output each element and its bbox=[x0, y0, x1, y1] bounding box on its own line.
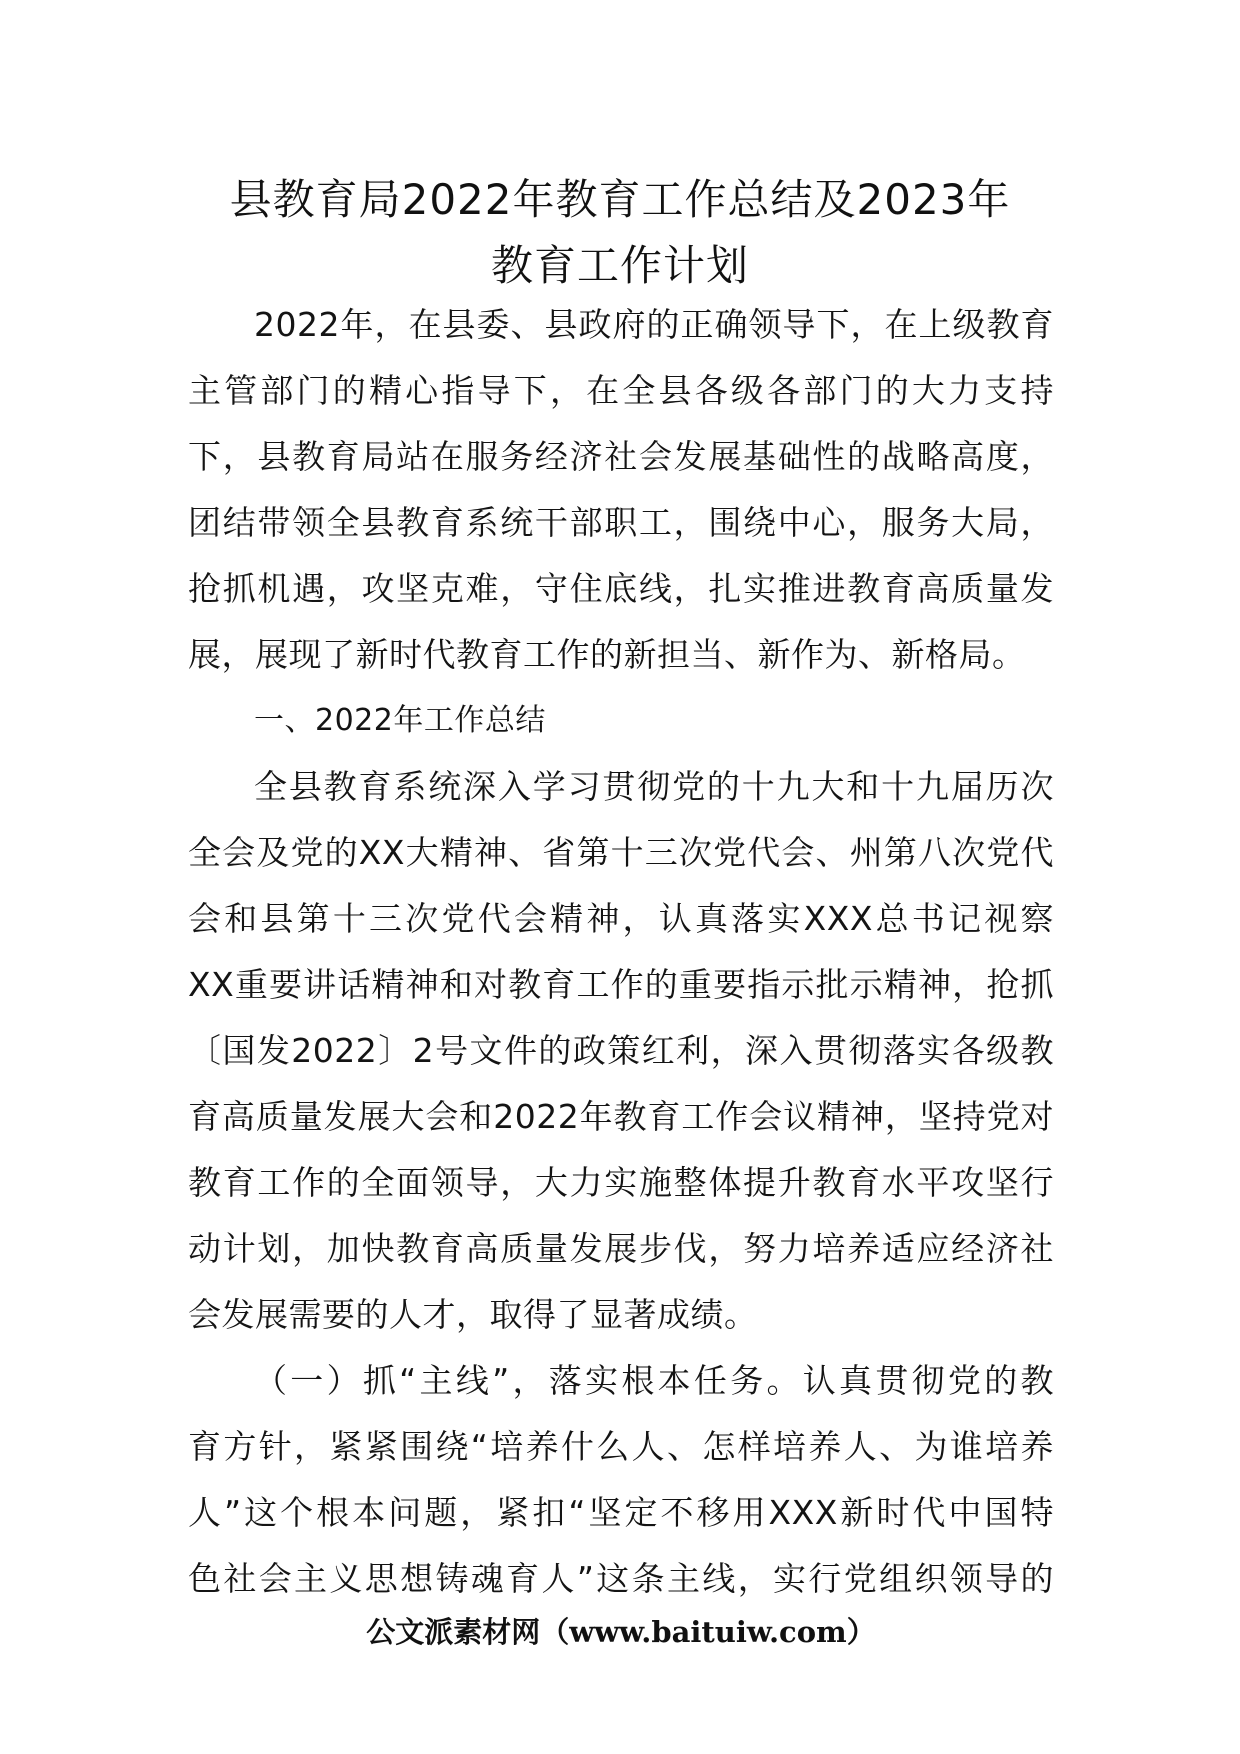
paragraph-3-line: 人”这个根本问题，紧扣“坚定不移用XXX新时代中国特 bbox=[188, 1493, 1054, 1532]
paragraph-2-line: 全县教育系统深入学习贯彻党的十九大和十九届历次 bbox=[254, 767, 1054, 806]
paragraph-1-line: 抢抓机遇，攻坚克难，守住底线，扎实推进教育高质量发 bbox=[188, 569, 1054, 608]
page-footer: 公文派素材网（www.baituiw.com） bbox=[366, 1615, 876, 1649]
document-title-line-1: 县教育局2022年教育工作总结及2023年 bbox=[229, 175, 1011, 224]
paragraph-2-line: 动计划，加快教育高质量发展步伐，努力培养适应经济社 bbox=[188, 1229, 1054, 1268]
paragraph-2-line: 全会及党的XX大精神、省第十三次党代会、州第八次党代 bbox=[188, 833, 1054, 872]
paragraph-2-line: 会发展需要的人才，取得了显著成绩。 bbox=[188, 1295, 758, 1334]
paragraph-1-line: 主管部门的精心指导下，在全县各级各部门的大力支持 bbox=[188, 371, 1054, 410]
paragraph-3-line: （一）抓“主线”，落实根本任务。认真贯彻党的教 bbox=[254, 1361, 1054, 1400]
paragraph-1-line: 展，展现了新时代教育工作的新担当、新作为、新格局。 bbox=[188, 635, 1026, 674]
paragraph-1-line: 团结带领全县教育系统干部职工，围绕中心，服务大局， bbox=[188, 503, 1054, 542]
paragraph-1-line: 2022年，在县委、县政府的正确领导下，在上级教育 bbox=[254, 305, 1054, 344]
paragraph-2-line: 会和县第十三次党代会精神，认真落实XXX总书记视察 bbox=[188, 899, 1054, 938]
paragraph-2-line: XX重要讲话精神和对教育工作的重要指示批示精神，抢抓 bbox=[188, 965, 1054, 1004]
paragraph-3-line: 色社会主义思想铸魂育人”这条主线，实行党组织领导的 bbox=[188, 1559, 1054, 1598]
document-title-line-2: 教育工作计划 bbox=[490, 241, 749, 290]
paragraph-2-line: 教育工作的全面领导，大力实施整体提升教育水平攻坚行 bbox=[188, 1163, 1054, 1202]
paragraph-2-line: 育高质量发展大会和2022年教育工作会议精神，坚持党对 bbox=[188, 1097, 1054, 1136]
paragraph-3-line: 育方针，紧紧围绕“培养什么人、怎样培养人、为谁培养 bbox=[188, 1427, 1054, 1466]
section-heading: 一、2022年工作总结 bbox=[254, 703, 546, 738]
paragraph-2-line: 〔国发2022〕2号文件的政策红利，深入贯彻落实各级教 bbox=[188, 1031, 1054, 1070]
paragraph-1-line: 下，县教育局站在服务经济社会发展基础性的战略高度， bbox=[188, 437, 1054, 476]
